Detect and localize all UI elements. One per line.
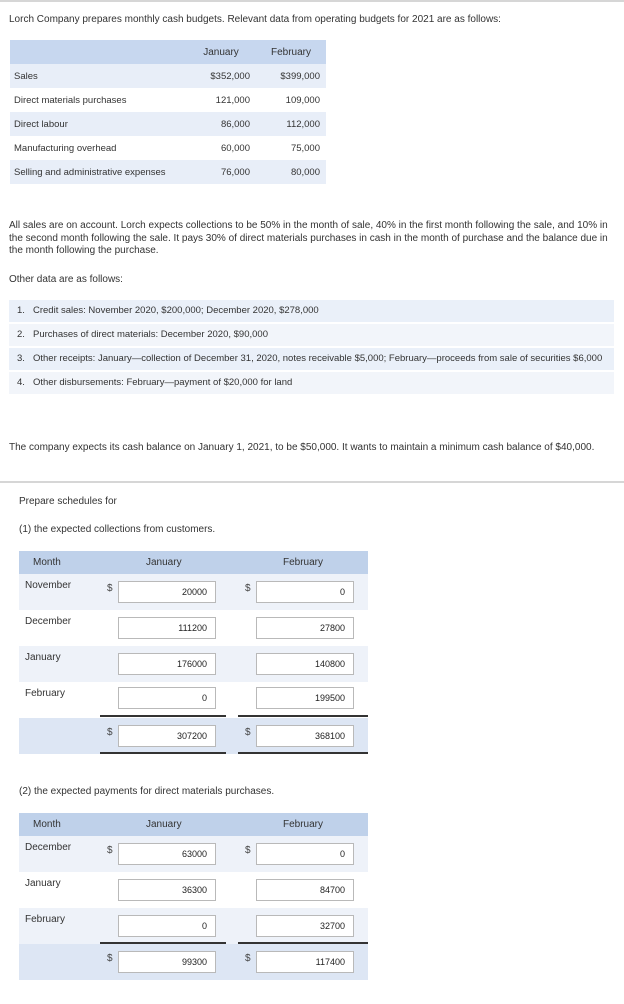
- collection-policy-text: All sales are on account. Lorch expects collections to be 50% in the month of sale, 40% in the first month following the sale, and 10% in the second month following the sale. It pays 30% of direct materials purchases in cash in the month of purchase and the balance due in the month following the purchase.: [9, 220, 608, 256]
- feb-total-input[interactable]: 117400: [256, 951, 354, 973]
- total-row: [19, 718, 368, 754]
- table-row: [19, 908, 368, 944]
- total-rule: [100, 715, 226, 717]
- other-data-list: [9, 300, 614, 396]
- jan-amount-input[interactable]: 36300: [118, 879, 216, 901]
- total-rule: [238, 715, 368, 717]
- schedule-header: [19, 551, 368, 574]
- budget-row-jan: 60,000: [220, 142, 250, 154]
- budget-row-feb: 75,000: [290, 142, 320, 154]
- feb-amount-input[interactable]: 32700: [256, 915, 354, 937]
- table-row: [19, 872, 368, 908]
- col-january: January: [146, 819, 182, 830]
- list-item-number: 1.: [17, 305, 25, 316]
- list-item: [9, 348, 614, 370]
- dollar-sign: $: [245, 845, 251, 856]
- table-row: [19, 836, 368, 872]
- row-month: November: [25, 580, 72, 591]
- payments-schedule: [19, 813, 368, 980]
- budget-row-label: Selling and administrative expenses: [10, 160, 186, 184]
- budget-header-row: [10, 40, 326, 64]
- table-row: [19, 646, 368, 682]
- feb-amount-input[interactable]: 140800: [256, 653, 354, 675]
- intro-text: Lorch Company prepares monthly cash budgets. Relevant data from operating budgets for 2021 are as follows:: [9, 14, 501, 25]
- row-month: February: [25, 688, 66, 699]
- collections-schedule: [19, 551, 368, 754]
- dollar-sign: $: [245, 953, 251, 964]
- schedule1-title: (1) the expected collections from customers.: [19, 524, 216, 535]
- list-item-text: Other disbursements: February—payment of $20,000 for land: [33, 377, 293, 388]
- table-row: [19, 682, 368, 718]
- jan-amount-input[interactable]: 0: [118, 687, 216, 709]
- budget-row-jan: 86,000: [186, 112, 256, 136]
- budget-row-direct-materials: [10, 88, 326, 112]
- operating-budget-table: [10, 40, 326, 184]
- dollar-sign: $: [107, 583, 113, 594]
- col-january: January: [146, 557, 182, 568]
- table-row: [19, 574, 368, 610]
- row-month: December: [25, 842, 72, 853]
- col-month: Month: [33, 557, 61, 568]
- budget-row-label: Direct labour: [10, 112, 186, 136]
- list-item-text: Other receipts: January—collection of December 31, 2020, notes receivable $5,000; February—proceeds from sale of securities $6,000: [33, 353, 603, 364]
- top-divider: [0, 0, 624, 2]
- budget-row-feb: 112,000: [256, 112, 326, 136]
- jan-total-input[interactable]: 307200: [118, 725, 216, 747]
- cash-balance-text: The company expects its cash balance on January 1, 2021, to be $50,000. It wants to maintain a minimum cash balance of $40,000.: [9, 442, 595, 453]
- row-month: February: [25, 914, 66, 925]
- list-item: [9, 372, 614, 394]
- feb-amount-input[interactable]: 84700: [256, 879, 354, 901]
- feb-amount-input[interactable]: 27800: [256, 617, 354, 639]
- feb-total-input[interactable]: 368100: [256, 725, 354, 747]
- col-february: February: [283, 557, 324, 568]
- list-item: [9, 300, 614, 322]
- jan-amount-input[interactable]: 20000: [118, 581, 216, 603]
- jan-amount-input[interactable]: 111200: [118, 617, 216, 639]
- list-item-number: 2.: [17, 329, 25, 340]
- table-row: [19, 610, 368, 646]
- budget-row-jan: 121,000: [215, 94, 250, 106]
- schedule-header: [19, 813, 368, 836]
- budget-row-feb: 109,000: [285, 94, 320, 106]
- budget-row-label: Manufacturing overhead: [14, 142, 117, 154]
- list-item-number: 4.: [17, 377, 25, 388]
- feb-amount-input[interactable]: 199500: [256, 687, 354, 709]
- row-month: December: [25, 616, 72, 627]
- row-month: January: [25, 652, 61, 663]
- total-row: [19, 944, 368, 980]
- dollar-sign: $: [107, 727, 113, 738]
- list-item-text: Credit sales: November 2020, $200,000; December 2020, $278,000: [33, 305, 319, 316]
- budget-row-label: Sales: [10, 64, 186, 88]
- double-rule: [100, 752, 226, 754]
- schedule2-title: (2) the expected payments for direct materials purchases.: [19, 786, 275, 797]
- budget-row-feb: 80,000: [256, 160, 326, 184]
- double-rule: [238, 752, 368, 754]
- budget-header-february: February: [256, 40, 326, 64]
- dollar-sign: $: [107, 845, 113, 856]
- jan-amount-input[interactable]: 0: [118, 915, 216, 937]
- feb-amount-input[interactable]: 0: [256, 581, 354, 603]
- col-february: February: [283, 819, 324, 830]
- col-month: Month: [33, 819, 61, 830]
- budget-row-jan: $352,000: [186, 64, 256, 88]
- jan-total-input[interactable]: 99300: [118, 951, 216, 973]
- budget-row-selling-admin: [10, 160, 326, 184]
- row-month: January: [25, 878, 61, 889]
- section-divider: [0, 481, 624, 483]
- budget-header-january: January: [186, 40, 256, 64]
- dollar-sign: $: [245, 583, 251, 594]
- list-item: [9, 324, 614, 346]
- budget-header-blank: [10, 40, 186, 64]
- other-data-label: Other data are as follows:: [9, 274, 123, 285]
- budget-row-feb: $399,000: [256, 64, 326, 88]
- jan-amount-input[interactable]: 176000: [118, 653, 216, 675]
- budget-row-jan: 76,000: [186, 160, 256, 184]
- budget-row-direct-labour: [10, 112, 326, 136]
- prepare-label: Prepare schedules for: [19, 496, 117, 507]
- budget-row-sales: [10, 64, 326, 88]
- feb-amount-input[interactable]: 0: [256, 843, 354, 865]
- list-item-number: 3.: [17, 353, 25, 364]
- dollar-sign: $: [107, 953, 113, 964]
- budget-row-overhead: [10, 136, 326, 160]
- jan-amount-input[interactable]: 63000: [118, 843, 216, 865]
- dollar-sign: $: [245, 727, 251, 738]
- list-item-text: Purchases of direct materials: December 2020, $90,000: [33, 329, 268, 340]
- budget-row-label: Direct materials purchases: [14, 94, 127, 106]
